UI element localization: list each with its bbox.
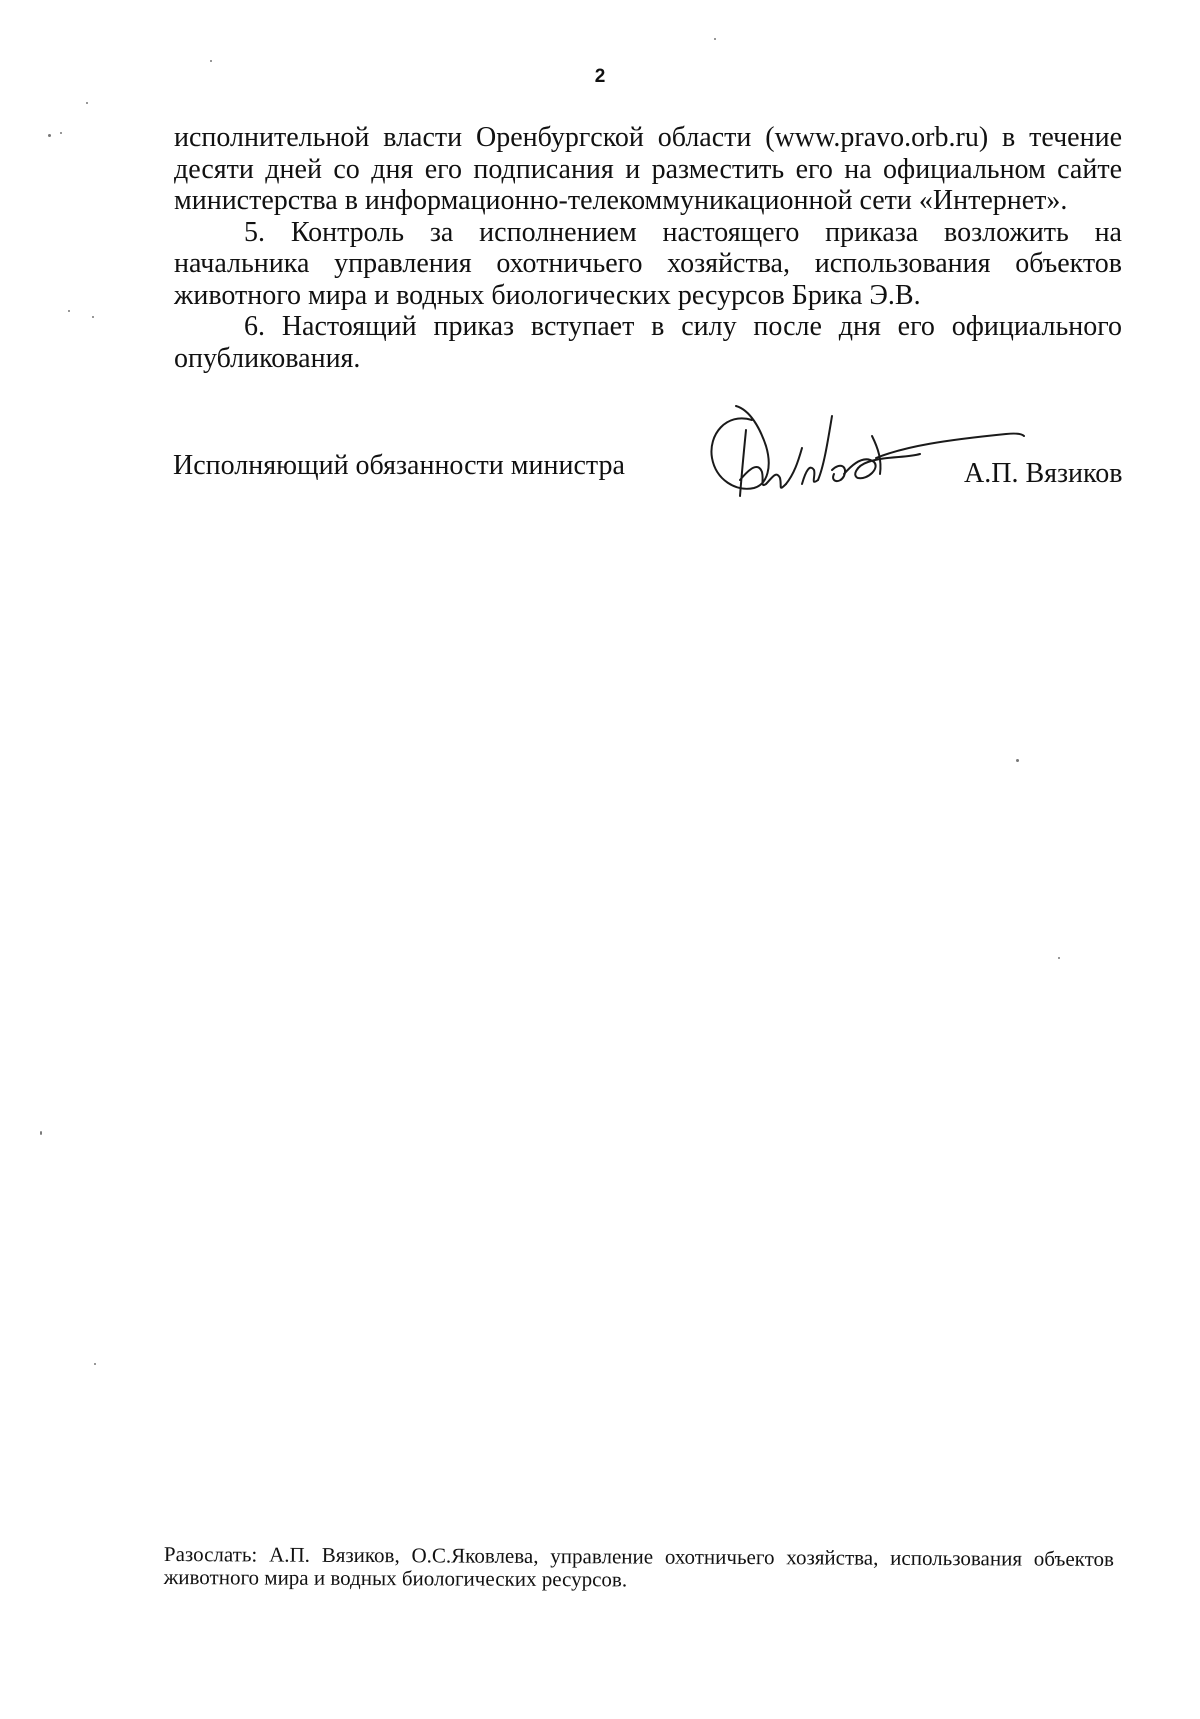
paragraph-5: 5. Контроль за исполнением настоящего приказа возложить на начальника управления охотничьего хозяйства, использования объектов животного мира и водных биологических ресурсов Брика Э.В. [174, 216, 1122, 311]
scan-speck [714, 38, 716, 40]
scan-speck [1016, 759, 1019, 762]
page-number: 2 [594, 66, 606, 87]
scan-speck [94, 1363, 96, 1365]
scan-speck [60, 132, 62, 134]
scan-speck [86, 102, 88, 104]
distribution-list: Разослать: А.П. Вязиков, О.С.Яковлева, управление охотничьего хозяйства, использования объектов животного мира и водных биологических ресурсов. [163, 1542, 1114, 1592]
signatory-position: Исполняющий обязанности министра [173, 450, 625, 481]
scan-speck [1058, 957, 1060, 959]
scan-speck [92, 316, 94, 318]
signatory-name: А.П. Вязиков [964, 458, 1123, 489]
scan-speck [48, 134, 51, 137]
scan-speck [68, 310, 70, 312]
paragraph-continued: исполнительной власти Оренбургской области (www.pravo.orb.ru) в течение десяти дней со дня его подписания и разместить его на официальном сайте министерства в информационно-телекоммуникационной сети «Интернет». [174, 122, 1122, 216]
handwritten-signature [706, 400, 1026, 510]
scan-speck [210, 60, 212, 62]
order-body [174, 122, 1122, 374]
paragraph-6: 6. Настоящий приказ вступает в силу после дня его официального опубликования. [174, 311, 1122, 374]
scan-speck [40, 1131, 42, 1135]
